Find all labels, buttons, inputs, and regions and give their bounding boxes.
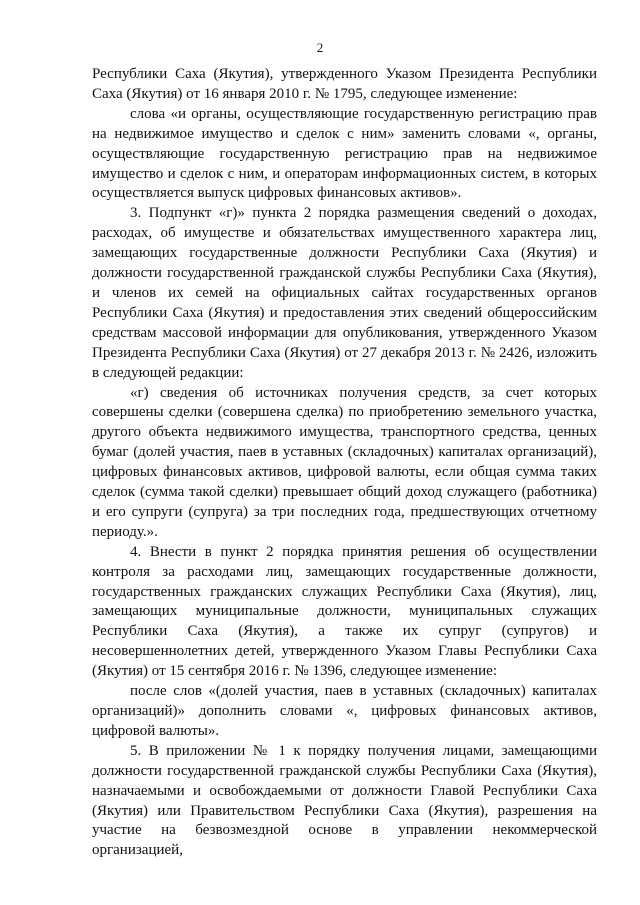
document-body bbox=[92, 65, 597, 861]
paragraph-subitem-g: «г) сведения об источниках получения средств, за счет которых совершены сделки (совершена сделка) по приобретению земельного участка, другого объекта недвижимого имущества, транспортного средства, ценных бумаг (долей участия, паев в уставных (складочных) капиталах организаций), цифровых финансовых активов, цифровой валюты, если общая сумма таких сделок (сумма такой сделки) превышает общий доход служащего (работника) и его супруги (супруга) за три последних года, предшествующих отчетному периоду.». bbox=[92, 384, 597, 540]
paragraph-continuation: Республики Саха (Якутия), утвержденного Указом Президента Республики Саха (Якутия) от 16 января 2010 г. № 1795, следующее изменение: bbox=[92, 66, 597, 102]
paragraph-item-4: 4. Внести в пункт 2 порядка принятия решения об осуществлении контроля за расходами лиц, замещающих государственные должности, государственных гражданских служащих Республики Саха (Якутия), лиц, замещающих муниципальные должности, муниципальных служащих Республики Саха (Якутия), а также их супруг (супругов) и несовершеннолетних детей, утвержденного Указом Главы Республики Саха (Якутия) от 15 сентября 2016 г. № 1396, следующее изменение: bbox=[92, 543, 597, 680]
page-number: 2 bbox=[316, 40, 324, 55]
paragraph-addition-words: после слов «(долей участия, паев в уставных (складочных) капиталах организаций)» дополнить словами «, цифровых финансовых активов, цифровой валюты». bbox=[92, 683, 597, 739]
paragraph-replacement-words: слова «и органы, осуществляющие государственную регистрацию прав на недвижимое имущество и сделок с ним» заменить словами «, органы, осуществляющие государственную регистрацию прав на недвижимое имущество и сделок с ним, и операторам информационных систем, в которых осуществляется выпуск цифровых финансовых активов». bbox=[92, 105, 597, 202]
paragraph-item-5: 5. В приложении № 1 к порядку получения лицами, замещающими должности государственной гражданской службы Республики Саха (Якутия), назначаемыми и освобождаемыми от должности Главой Республики Саха (Якутия) или Правительством Республики Саха (Якутия), разрешения на участие на безвозмездной основе в управлении некоммерческой организацией, bbox=[92, 742, 597, 859]
paragraph-item-3: 3. Подпункт «г)» пункта 2 порядка размещения сведений о доходах, расходах, об имуществе и обязательствах имущественного характера лиц, замещающих государственные должности Республики Саха (Якутия) и должности государственной гражданской службы Республики Саха (Якутия), и членов их семей на официальных сайтах государственных органов Республики Саха (Якутия) и предоставления этих сведений общероссийским средствам массовой информации для опубликования, утвержденного Указом Президента Республики Саха (Якутия) от 27 декабря 2013 г. № 2426, изложить в следующей редакции: bbox=[92, 205, 597, 381]
